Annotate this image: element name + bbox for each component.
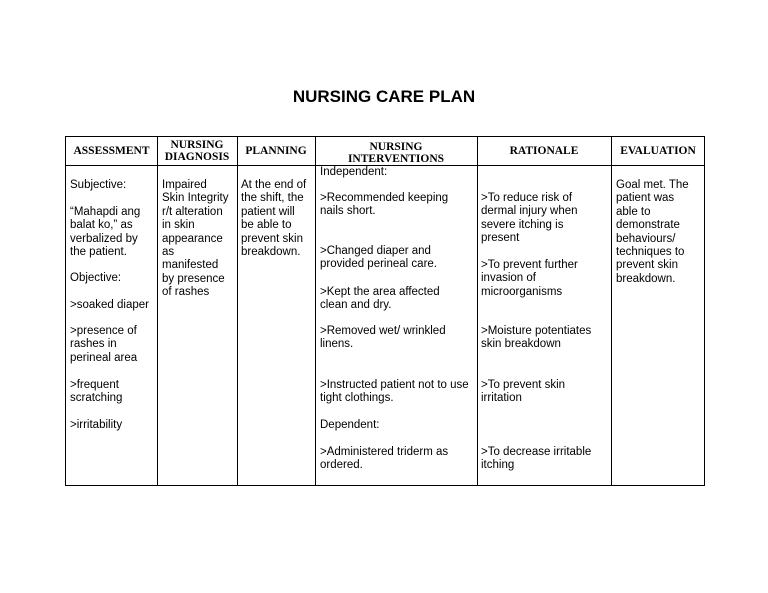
assessment-cell — [70, 137, 156, 431]
assessment-item: >presence of rashes in perineal area — [70, 325, 138, 364]
column-divider — [157, 137, 158, 485]
assessment-objective-label: Objective: — [70, 272, 122, 284]
nursing-diagnosis-text: Impaired Skin Integrity r/t alteration in skin appearance as manifested by presence of rashes — [162, 179, 229, 299]
rationale-cell — [481, 137, 611, 472]
interventions-cell — [320, 137, 476, 472]
column-divider — [237, 137, 238, 485]
intervention-item: >Instructed patient not to use tight clothings. — [320, 379, 469, 405]
header-assessment: ASSESSMENT — [73, 145, 150, 157]
evaluation-text: Goal met. The patient was able to demonstrate behaviours/ techniques to prevent skin breakdown. — [616, 179, 689, 285]
page-title: NURSING CARE PLAN — [292, 87, 476, 106]
header-evaluation: EVALUATION — [620, 145, 696, 157]
assessment-item: >irritability — [70, 419, 123, 431]
header-nursing-interventions: NURSING INTERVENTIONS — [347, 141, 445, 165]
care-plan-table — [65, 136, 705, 486]
column-divider — [477, 137, 478, 485]
header-nursing-diagnosis: NURSING DIAGNOSIS — [164, 139, 230, 163]
rationale-item: >Moisture potentiates skin breakdown — [481, 325, 592, 351]
rationale-item: >To reduce risk of dermal injury when severe itching is present — [481, 192, 578, 245]
intervention-item: >Recommended keeping nails short. — [320, 192, 449, 218]
intervention-item: >Removed wet/ wrinkled linens. — [320, 325, 446, 351]
column-divider — [611, 137, 612, 485]
interventions-dependent-label: Dependent: — [320, 419, 380, 431]
rationale-item: >To prevent skin irritation — [481, 379, 566, 405]
intervention-item: >Administered triderm as ordered. — [320, 446, 449, 472]
assessment-item: >soaked diaper — [70, 299, 149, 311]
assessment-patient-quote: “Mahapdi ang balat ko,” as verbalized by the patient. — [70, 206, 141, 259]
assessment-item: >frequent scratching — [70, 379, 123, 405]
rationale-item: >To prevent further invasion of microorganisms — [481, 259, 578, 298]
header-rationale: RATIONALE — [509, 145, 579, 157]
column-divider — [315, 137, 316, 485]
assessment-subjective-label: Subjective: — [70, 179, 127, 191]
intervention-item: >Kept the area affected clean and dry. — [320, 286, 440, 312]
interventions-independent-label: Independent: — [320, 166, 388, 178]
intervention-item: >Changed diaper and provided perineal care. — [320, 245, 437, 271]
header-planning: PLANNING — [245, 145, 307, 157]
planning-text: At the end of the shift, the patient will be able to prevent skin breakdown. — [241, 179, 307, 259]
rationale-item: >To decrease irritable itching — [481, 446, 592, 472]
